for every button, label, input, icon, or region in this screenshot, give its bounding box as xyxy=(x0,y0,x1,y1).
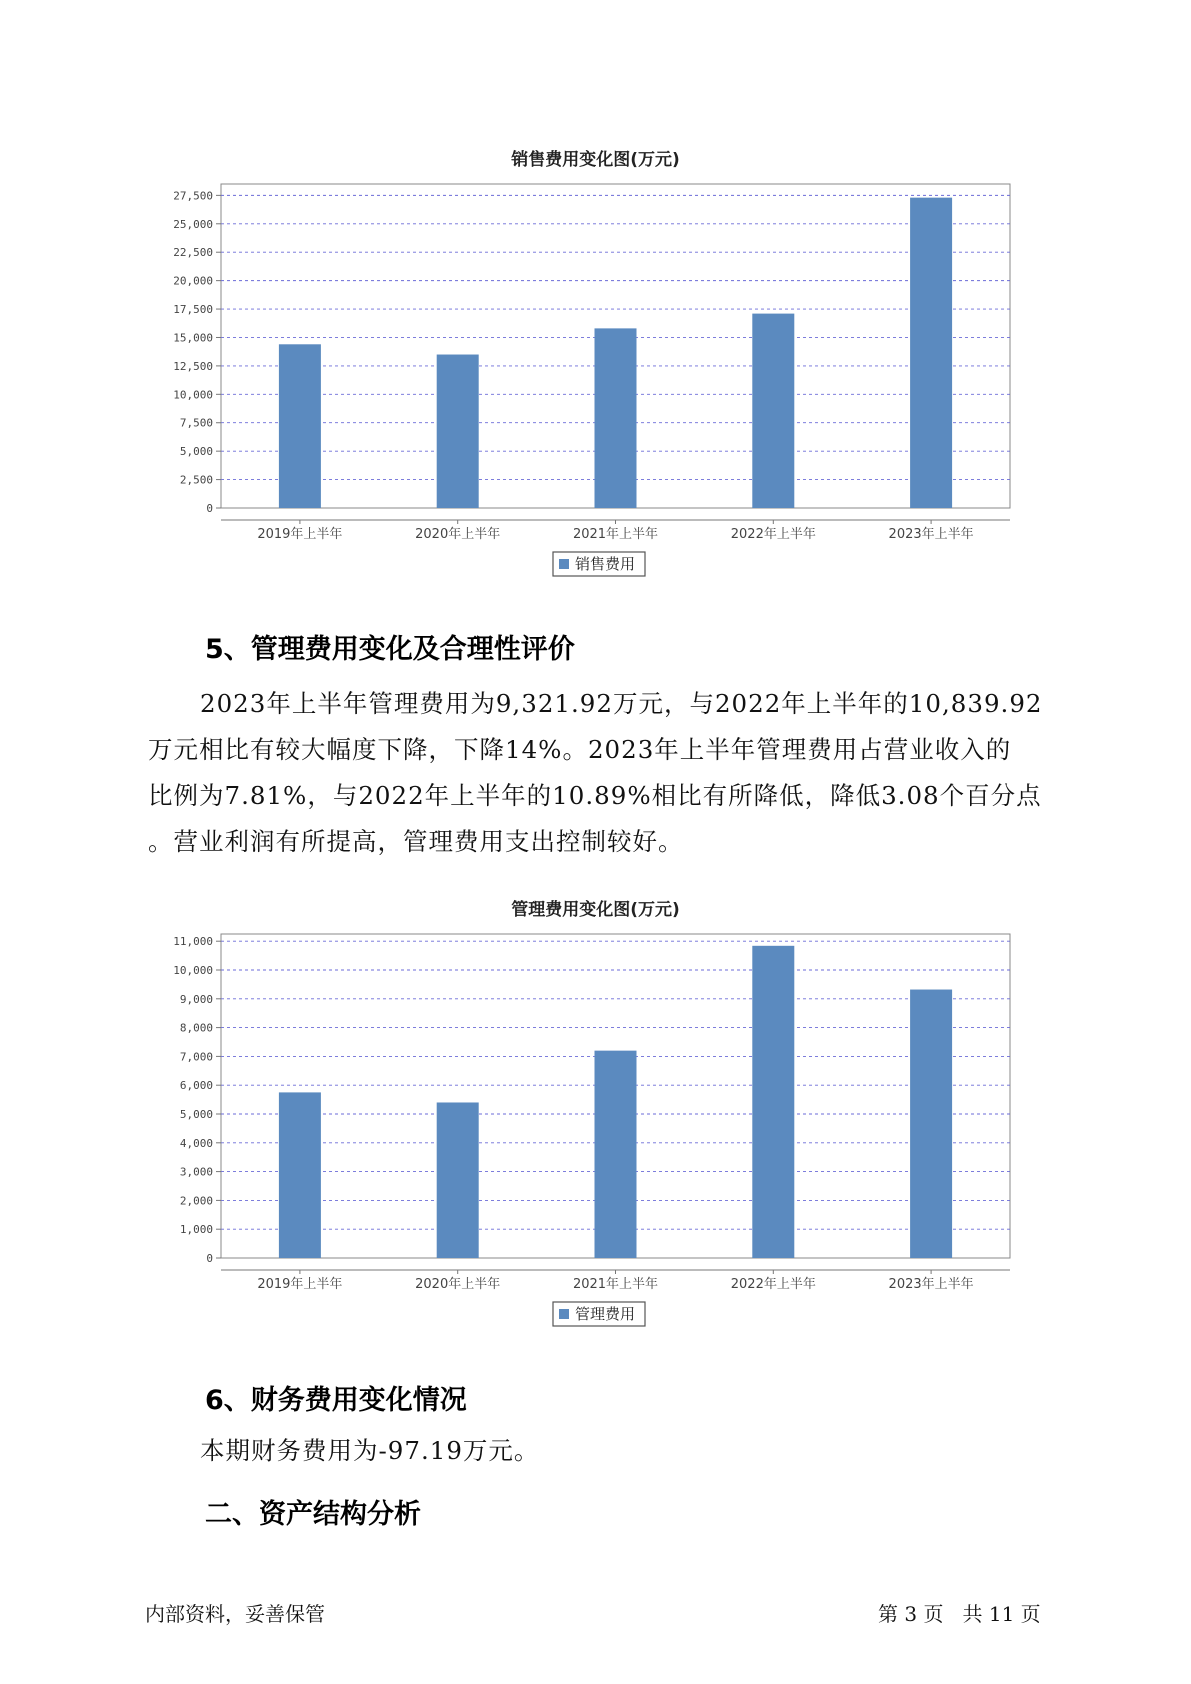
y-tick-label: 5,000 xyxy=(179,1108,213,1121)
y-tick-label: 12,500 xyxy=(173,359,213,373)
y-tick-label: 7,000 xyxy=(179,1050,213,1064)
x-tick-label: 2021年上半年 xyxy=(572,527,659,542)
bar xyxy=(595,1051,637,1258)
legend-label: 销售费用 xyxy=(575,555,636,573)
y-tick-label: 3,000 xyxy=(179,1165,213,1179)
paragraph-line: 万元相比有较大幅度下降，下降14%。2023年上半年管理费用占营业收入的 xyxy=(148,735,1012,764)
finance-expense-paragraph xyxy=(148,1428,1058,1474)
legend-swatch xyxy=(559,559,569,569)
y-tick-label: 7,500 xyxy=(179,416,213,430)
admin-expense-paragraph xyxy=(148,681,1058,865)
paragraph-line: 比例为7.81%，与2022年上半年的10.89%相比有所降低，降低3.08个百分点 xyxy=(148,781,1042,810)
bar xyxy=(437,355,479,508)
y-tick-label: 11,000 xyxy=(173,935,213,949)
x-tick-label: 2020年上半年 xyxy=(415,1277,501,1292)
bar xyxy=(279,344,321,508)
bar xyxy=(595,328,637,508)
x-tick-label: 2023年上半年 xyxy=(888,1277,974,1292)
y-tick-label: 10,000 xyxy=(173,964,213,977)
paragraph-line: 2023年上半年管理费用为9,321.92万元，与2022年上半年的10,839.92 xyxy=(200,689,1043,718)
sales-expense-chart-svg xyxy=(0,170,1191,590)
footer-confidential: 内部资料，妥善保管 xyxy=(145,1602,325,1626)
footer-page-number: 第 3 页 共 11 页 xyxy=(878,1602,1041,1626)
x-tick-label: 2023年上半年 xyxy=(888,527,974,542)
bar xyxy=(752,314,794,508)
y-tick-label: 4,000 xyxy=(179,1136,213,1150)
chart-title: 销售费用变化图(万元) xyxy=(511,150,680,170)
bar xyxy=(279,1092,321,1258)
y-tick-label: 2,000 xyxy=(179,1194,213,1208)
bar xyxy=(910,990,952,1258)
bar xyxy=(910,198,952,508)
section-heading-admin-expense: 5、管理费用变化及合理性评价 xyxy=(205,634,575,665)
y-tick-label: 22,500 xyxy=(173,246,213,260)
y-tick-label: 25,000 xyxy=(173,217,213,231)
section-heading-finance-expense: 6、财务费用变化情况 xyxy=(205,1385,467,1416)
y-tick-label: 1,000 xyxy=(179,1223,213,1237)
legend-label: 管理费用 xyxy=(575,1305,636,1323)
y-tick-label: 10,000 xyxy=(173,388,213,402)
y-tick-label: 0 xyxy=(206,502,213,515)
y-tick-label: 8,000 xyxy=(179,1021,213,1035)
paragraph-line: 本期财务费用为-97.19万元。 xyxy=(200,1436,540,1465)
y-tick-label: 9,000 xyxy=(179,992,213,1006)
y-tick-label: 15,000 xyxy=(173,331,213,345)
y-tick-label: 6,000 xyxy=(179,1079,213,1093)
y-tick-label: 20,000 xyxy=(173,274,213,288)
x-tick-label: 2019年上半年 xyxy=(257,1277,343,1292)
legend-swatch xyxy=(559,1309,569,1319)
x-tick-label: 2019年上半年 xyxy=(257,527,343,542)
y-tick-label: 0 xyxy=(206,1252,213,1265)
y-tick-label: 2,500 xyxy=(179,473,213,487)
y-tick-label: 17,500 xyxy=(173,303,213,317)
y-tick-label: 5,000 xyxy=(179,445,213,459)
paragraph-line: 。营业利润有所提高，管理费用支出控制较好。 xyxy=(148,827,684,856)
y-tick-label: 27,500 xyxy=(173,189,213,203)
x-tick-label: 2022年上半年 xyxy=(730,527,816,542)
bar xyxy=(752,946,794,1258)
bar xyxy=(437,1102,479,1258)
x-tick-label: 2022年上半年 xyxy=(730,1277,816,1292)
section-heading-asset-structure: 二、资产结构分析 xyxy=(205,1499,421,1530)
x-tick-label: 2021年上半年 xyxy=(572,1277,659,1292)
admin-expense-chart-svg xyxy=(0,920,1191,1340)
x-tick-label: 2020年上半年 xyxy=(415,527,501,542)
chart-title: 管理费用变化图(万元) xyxy=(511,900,680,920)
